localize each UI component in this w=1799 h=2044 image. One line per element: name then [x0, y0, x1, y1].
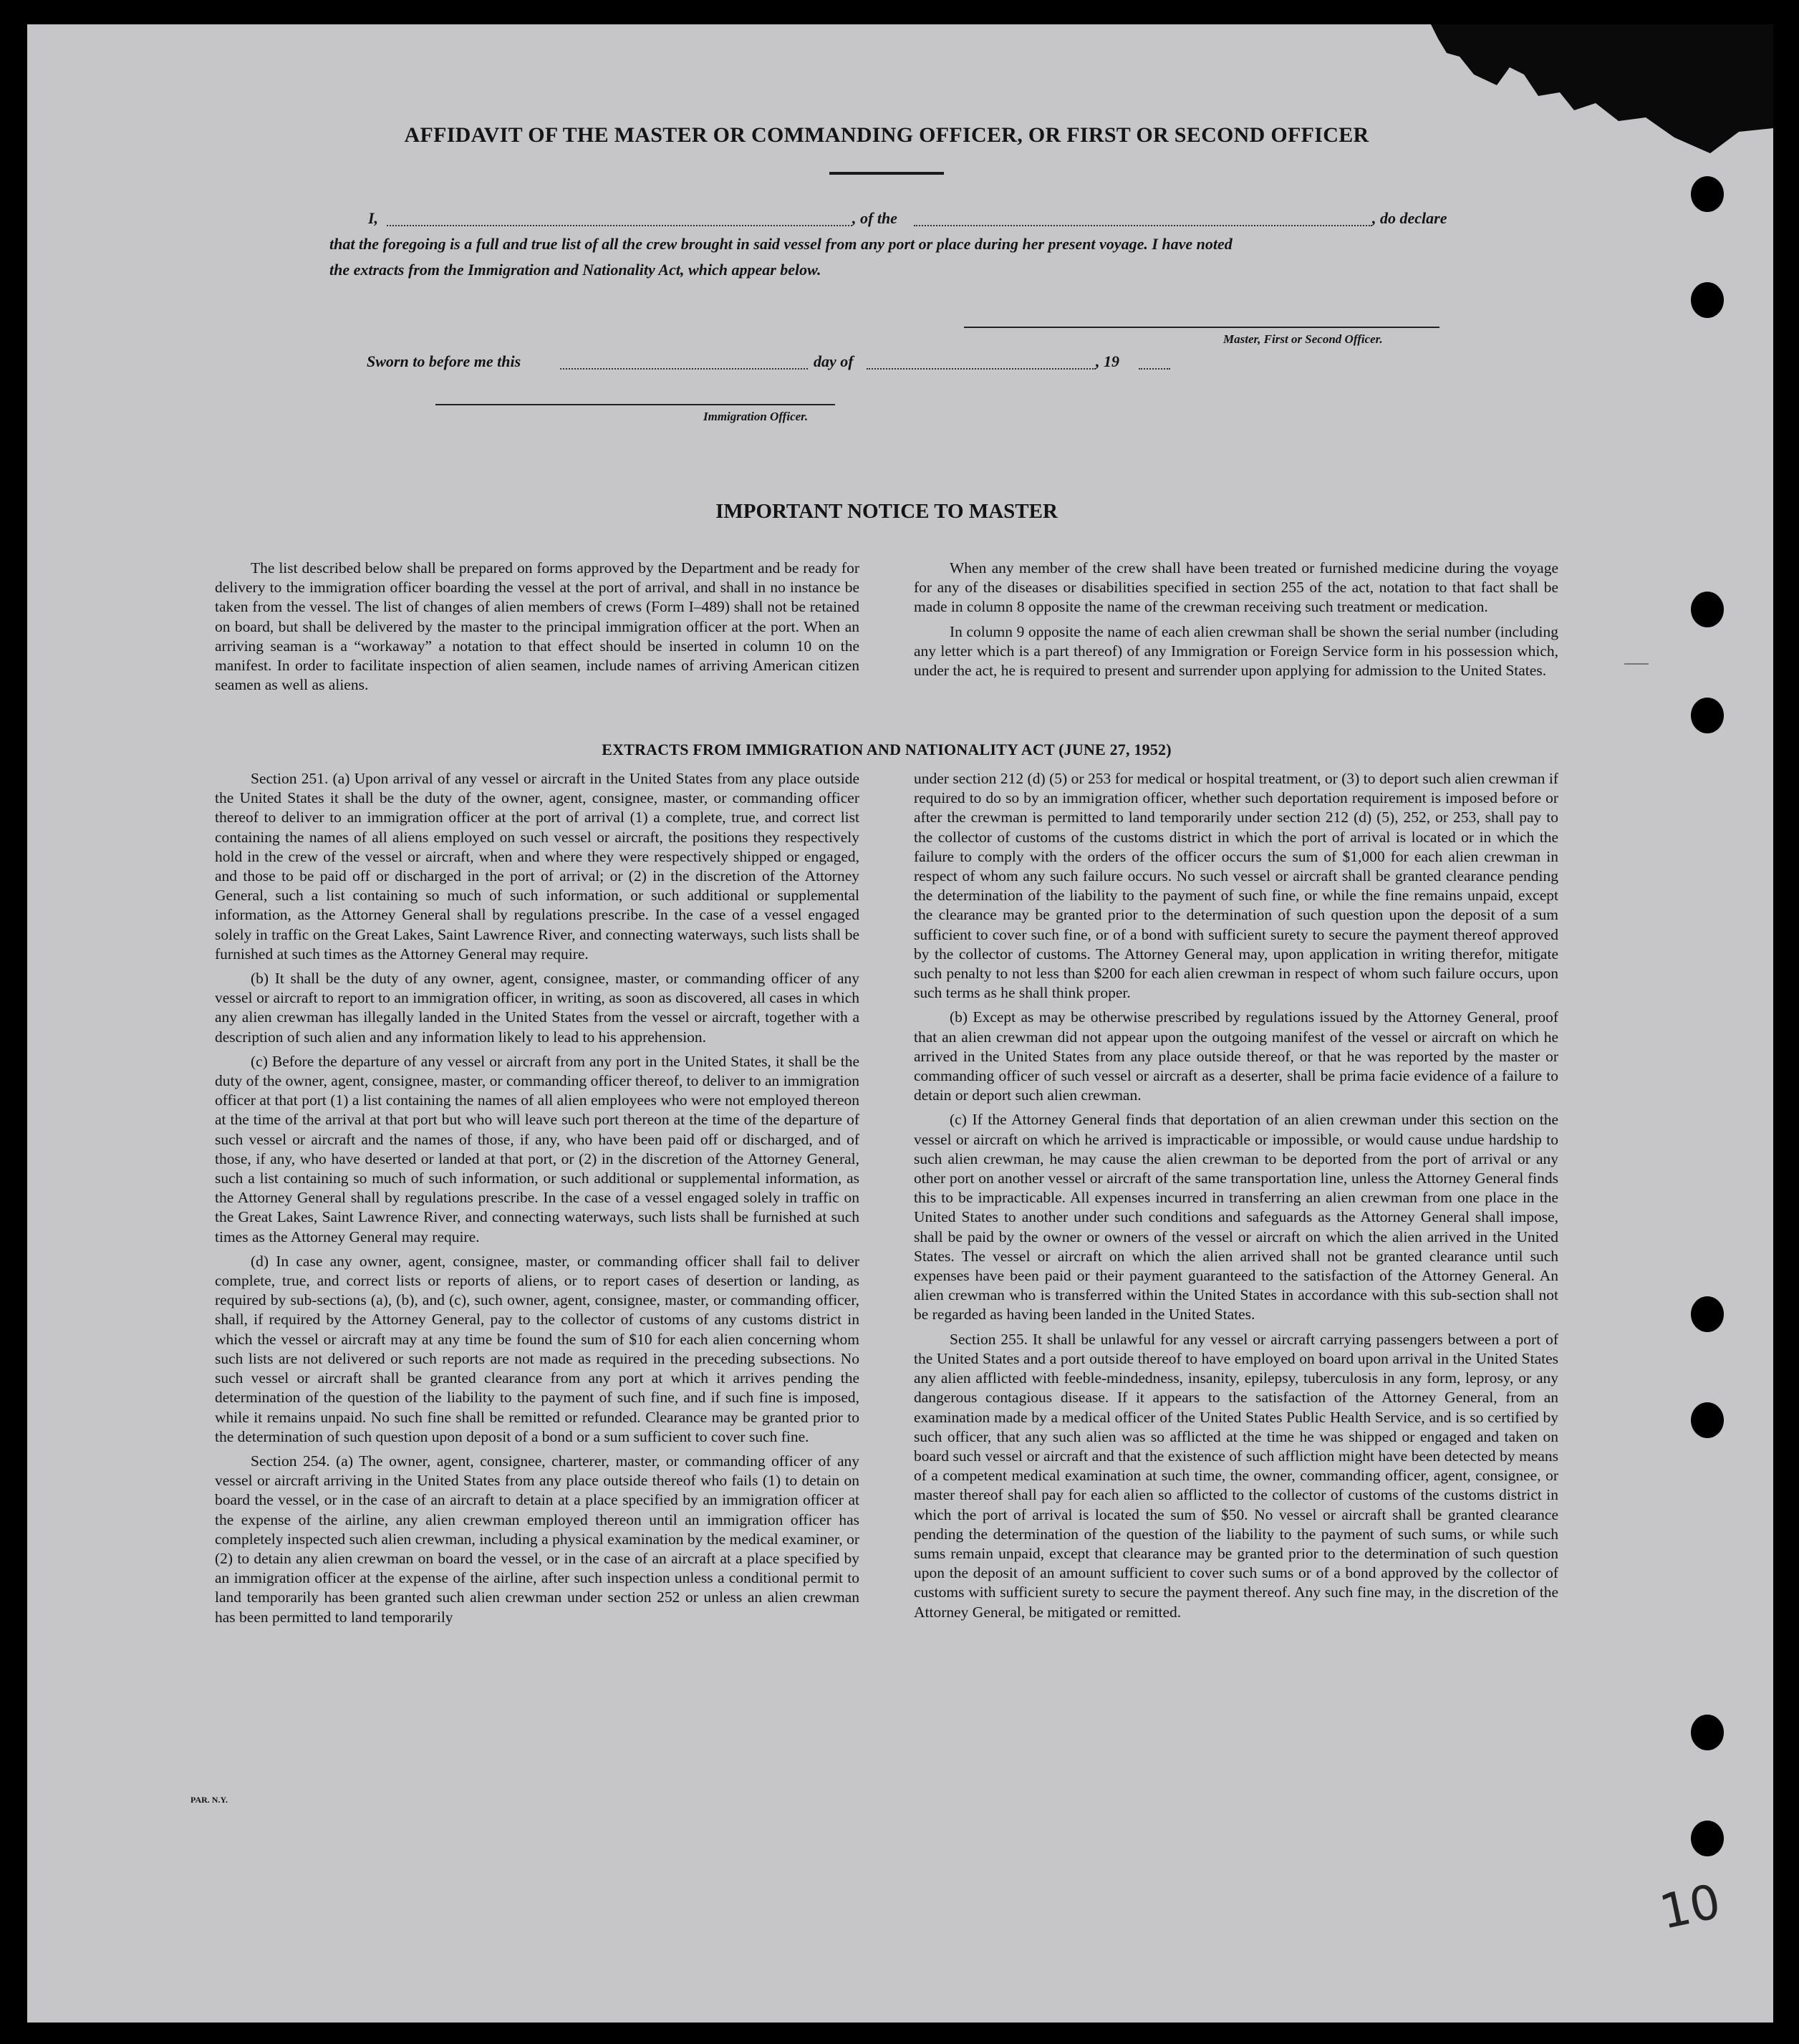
punch-hole — [1691, 1402, 1724, 1438]
year-label: , 19 — [1096, 352, 1119, 370]
name-field[interactable] — [387, 225, 852, 226]
year-field[interactable] — [1139, 368, 1170, 370]
punch-hole — [1691, 698, 1724, 733]
section-paragraph: Section 251. (a) Upon arrival of any vessel or aircraft in the United States from any place outside the United States it shall be the duty of the owner, agent, consignee, master, or commanding officer thereof to deliver to an immigration officer at the port of arrival (1) a complete, true, and correct list containing the names of all aliens employed on such vessel or aircraft, the positions they respectively hold in the crew of the vessel or aircraft, when and where they were respectively shipped or engaged, and those to be paid off or discharged in the port of arrival; or (2) in the discretion of the Attorney General, such a list containing so much of such information, or such additional or supplemental information, as the Attorney General shall by regulations prescribe. In the case of a vessel engaged solely in traffic on the Great Lakes, Saint Lawrence River, and connecting waterways, such lists shall be furnished at such times as the Attorney General may require. — [215, 770, 859, 963]
sworn-month-field[interactable] — [867, 368, 1096, 370]
document-page — [27, 24, 1773, 2023]
punch-hole — [1691, 1821, 1724, 1856]
section-paragraph: (b) It shall be the duty of any owner, agent, consignee, master, or commanding officer of any vessel or aircraft to report to an immigration officer, in writing, as soon as discovered, all cases in which any alien crewman has illegally landed in the United States from the vessel or aircraft, together with a description of such alien and any information likely to lead to his apprehension. — [215, 970, 859, 1046]
sworn-day-field[interactable] — [560, 368, 808, 370]
section-paragraph: (c) Before the departure of any vessel or aircraft from any port in the United States, it shall be the duty of the owner, agent, consignee, master, or commanding officer thereof, to deliver to an immigration officer at that port (1) a list containing the names of all alien employees who were not employed thereon at the time of the arrival at that port but who will leave such port thereon at the time of the departure of such vessel or aircraft and the names of those, if any, who have been paid off or discharged, and of those, if any, who have deserted or landed at that port, or (2) in the discretion of the Attorney General, such a list containing so much of such information, or such additional or supplemental information, as the Attorney General shall by regulations prescribe. In the case of a vessel engaged solely in traffic on the Great Lakes, Saint Lawrence River, and connecting waterways, such lists shall be furnished at such times as the Attorney General may require. — [215, 1052, 859, 1245]
affidavit-i: I, — [368, 209, 379, 227]
master-signature-line[interactable] — [964, 327, 1439, 328]
notice-paragraph: When any member of the crew shall have been treated or furnished medicine during the voyage for any of the diseases or disabilities specified in section 255 of the act, notation to that fact shall be made in column 8 opposite the name of the crewman receiving such treatment or medication. — [914, 559, 1558, 616]
sworn-label: Sworn to before me this — [367, 352, 521, 370]
section-paragraph: Section 255. It shall be unlawful for any vessel or aircraft carrying passengers between a port of the United States and a port outside thereof to have employed on board upon arrival in the United States any alien afflicted with feeble-mindedness, insanity, epilepsy, tuberculosis in any form, leprosy, or any dangerous contagious disease. If it appears to the satisfaction of the Attorney General, from an examination made by a medical officer of the United States Public Health Service, and is so certified by such officer, that any such alien was so afflicted at the time he was shipped or engaged and taken on board such vessel or aircraft and that the existence of such affliction might have been detected by means of a competent medical examination at such time, the owner, commanding officer, agent, consignee, or master thereof shall pay for each alien so afflicted to the collector of customs of the customs district in which the port of arrival is located the sum of $50. No vessel or aircraft shall be granted clearance pending the determination of the question of the liability to the payment of such sums, or while such sums remain unpaid, except that clearance may be granted prior to the determination of such question upon the deposit of an amount sufficient to cover such sums or of a bond approved by the collector of customs with sufficient surety to secure the payment thereof. Any such fine may, in the discretion of the Attorney General, be mitigated or remitted. — [914, 1330, 1558, 1621]
punch-hole — [1691, 1715, 1724, 1750]
punch-hole — [1691, 1296, 1724, 1332]
section-paragraph: Section 254. (a) The owner, agent, consignee, charterer, master, or commanding officer of any vessel or aircraft arriving in the United States from any place outside thereof who fails (1) to detain on board the vessel, or in the case of an aircraft to detain at a place specified by an immigration officer at the expense of the airline, any alien crewman employed thereon until an immigration officer has completely inspected such alien crewman, including a physical examination by the medical examiner, or (2) to detain any alien crewman on board the vessel, or in the case of an aircraft at a place specified by an immigration officer at the expense of the airline, after such inspection unless a conditional permit to land temporarily has been granted such alien crewman under section 252 or unless an alien crewman has been permitted to land temporarily — [215, 1452, 859, 1626]
printer-code: PAR. N.Y. — [190, 1795, 228, 1805]
notice-paragraph: In column 9 opposite the name of each alien crewman shall be shown the serial number (including any letter which is a part thereof) of any Immigration or Foreign Service form in his possession which, under the act, he is required to present and surrender upon applying for admission to the United States. — [914, 622, 1558, 680]
extracts-left-column — [215, 769, 859, 1632]
title-rule — [829, 172, 944, 175]
officer-signature-label: Immigration Officer. — [703, 410, 809, 423]
punch-hole — [1691, 282, 1724, 318]
affidavit-title: AFFIDAVIT OF THE MASTER OR COMMANDING OFFICER, OR FIRST OR SECOND OFFICER — [404, 123, 1369, 147]
affidavit-of-the: , of the — [852, 209, 897, 227]
notice-right-column — [914, 559, 1558, 685]
extracts-title: EXTRACTS FROM IMMIGRATION AND NATIONALITY ACT (JUNE 27, 1952) — [602, 741, 1172, 758]
section-paragraph: (d) In case any owner, agent, consignee, master, or commanding officer shall fail to deliver complete, true, and correct lists or reports of aliens, or to report cases of desertion or landing, as required by sub-sections (a), (b), and (c), such owner, agent, consignee, master, or commanding officer, shall, if required by the Attorney General, pay to the collector of customs of any customs district in which the vessel or aircraft may at any time be found the sum of $10 for each alien concerning whom such lists are not delivered or such reports are not made as required in the preceding subsections. No such vessel or aircraft shall be granted clearance from any port at which it arrives pending the determination of the question of the liability to the payment of such fine, and if such fine is imposed, while it remains unpaid. No such fine shall be remitted or refunded. Clearance may be granted prior to the determination of such question upon deposit of a bond or a sum sufficient to cover such fine. — [215, 1252, 859, 1445]
punch-hole — [1691, 176, 1724, 212]
section-paragraph: (c) If the Attorney General finds that deportation of an alien crewman under this section on the vessel or aircraft on which he arrived is impracticable or impossible, or would cause undue hardship to such alien crewman, he may cause the alien crewman to be deported from the port of arrival or any other port on another vessel or aircraft of the same transportation line, unless the Attorney General finds this to be impracticable. All expenses incurred in transferring an alien crewman from one place in the United States to another under such conditions and safeguards as the Attorney General shall impose, shall be paid by the owner or owners of the vessel or aircraft on which the alien arrived in the United States. The vessel or aircraft on which the alien arrived shall not be granted clearance until such expenses have been paid or their payment guaranteed to the satisfaction of the Attorney General. An alien crewman who is transferred within the United States in accordance with this sub-section shall not be regarded as having been landed in the United States. — [914, 1111, 1558, 1324]
affidavit-declare: , do declare — [1372, 209, 1447, 227]
affidavit-line3: the extracts from the Immigration and Nationality Act, which appear below. — [329, 261, 821, 279]
notice-left-column — [215, 559, 859, 700]
officer-signature-line[interactable] — [435, 404, 835, 405]
notice-paragraph: The list described below shall be prepared on forms approved by the Department and be ready for delivery to the immigration officer boarding the vessel at the port of arrival, and shall in no instance be taken from the vessel. The list of changes of alien members of crews (Form I–489) shall not be retained on board, but shall be delivered by the master to the principal immigration officer at the port. When an arriving seaman is a “workaway” a notation to that effect should be inserted in column 10 on the manifest. In order to facilitate inspection of alien seamen, include names of arriving American citizen seamen as well as aliens. — [215, 559, 859, 694]
day-of-label: day of — [814, 352, 854, 370]
master-signature-label: Master, First or Second Officer. — [1223, 332, 1383, 346]
section-paragraph: under section 212 (d) (5) or 253 for medical or hospital treatment, or (3) to deport such alien crewman if required to do so by an immigration officer, whether such deportation requirement is imposed before or after the crewman is permitted to land temporarily under section 212 (d) (5), 252, or 253, shall pay to the collector of customs of the customs district in which the port of arrival is located or in which the failure to comply with the orders of the officer occurs the sum of $1,000 for each alien crewman in respect of whom any such failure occurs. No such vessel or aircraft shall be granted clearance pending the determination of the liability to the payment of such fine, or while the fine remains unpaid, except the clearance may be granted prior to the determination of such question upon the deposit of a sum sufficient to cover such fine, or of a bond with sufficient surety to secure the payment thereof approved by the collector of customs. The Attorney General may, upon application in writing therefor, mitigate such penalty to not less than $200 for each alien crewman in respect of whom such failure occurs, upon such terms as he shall think proper. — [914, 770, 1558, 1002]
extracts-right-column — [914, 769, 1558, 1627]
vessel-field[interactable] — [914, 225, 1372, 226]
notice-title: IMPORTANT NOTICE TO MASTER — [715, 500, 1058, 523]
handwritten-page-number: 10 — [1654, 1874, 1726, 1940]
section-paragraph: (b) Except as may be otherwise prescribed by regulations issued by the Attorney General, proof that an alien crewman did not appear upon the outgoing manifest of the vessel or aircraft on which he arrived in the United States from any place outside thereof, or that he was reported by the master or commanding officer of such vessel or aircraft as a deserter, shall be prima facie evidence of a failure to detain or deport such alien crewman. — [914, 1008, 1558, 1104]
affidavit-line2: that the foregoing is a full and true list of all the crew brought in said vessel from any port or place during her present voyage. I have noted — [329, 235, 1233, 253]
edge-mark — [1624, 663, 1649, 665]
punch-hole — [1691, 592, 1724, 627]
